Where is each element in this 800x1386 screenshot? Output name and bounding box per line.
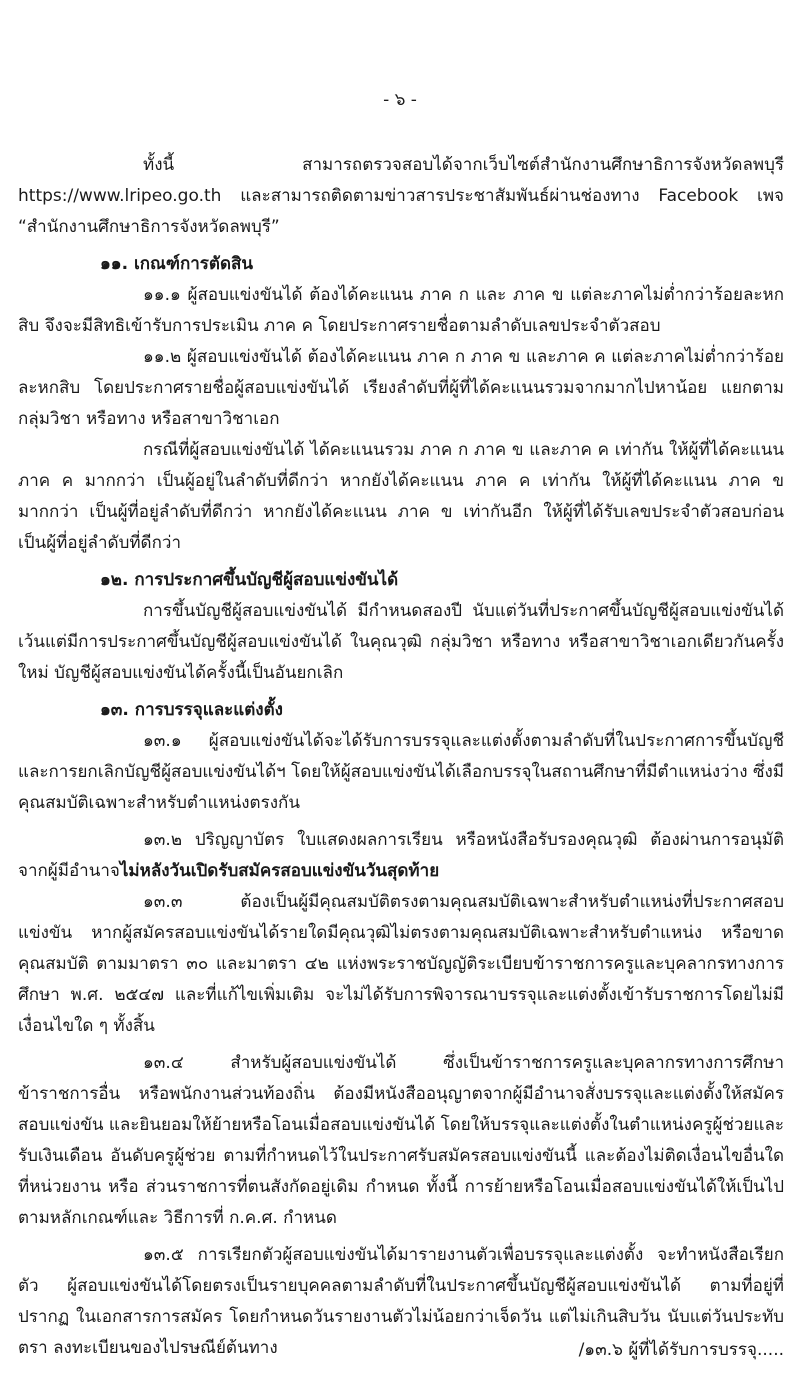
section-13-3: ๑๓.๓ ต้องเป็นผู้มีคุณสมบัติตรงตามคุณสมบัติเฉพาะสำหรับตำแหน่งที่ประกาศสอบแข่งขัน หากผู้สมัครสอบแข่งขันได้รายใดมีคุณวุฒิไม่ตรงตามคุณสมบัติเฉพาะสำหรับตำแหน่ง หรือขาดคุณสมบัติ ตามมาตรา ๓๐ และมาตรา ๔๒ แห่งพระราชบัญญัติระเบียบข้าราชการครูและบุคลากรทางการศึกษา พ.ศ. ๒๕๔๗ และที่แก้ไขเพิ่มเติม จะไม่ได้รับการพิจารณาบรรจุและแต่งตั้งเข้ารับราชการโดยไม่มีเงื่อนไขใด ๆ ทั้งสิ้น (18, 892, 784, 1036)
section-11-1: ๑๑.๑ ผู้สอบแข่งขันได้ ต้องได้คะแนน ภาค ก และ ภาค ข แต่ละภาคไม่ต่ำกว่าร้อยละหกสิบ จึงจะมีสิทธิเข้ารับการประเมิน ภาค ค โดยประกาศรายชื่อตามลำดับเลขประจำตัวสอบ (18, 285, 784, 336)
continuation-footer: /๑๓.๖ ผู้ที่ได้รับการบรรจุ..... (578, 1340, 784, 1360)
section-13-1: ๑๓.๑ ผู้สอบแข่งขันได้จะได้รับการบรรจุและแต่งตั้งตามลำดับที่ในประกาศการขึ้นบัญชี และการยกเลิกบัญชีผู้สอบแข่งขันได้ฯ โดยให้ผู้สอบแข่งขันได้เลือกบรรจุในสถานศึกษาที่มีตำแหน่งว่าง ซึ่งมีคุณสมบัติเฉพาะสำหรับตำแหน่งตรงกัน (18, 731, 785, 813)
section-13-2-text: ๑๓.๒ ปริญญาบัตร ใบแสดงผลการเรียน หรือหนังสือรับรองคุณวุฒิ ต้องผ่านการอนุมัติ จากผู้มีอำนาจ (18, 830, 784, 881)
section-13-5: ๑๓.๕ การเรียกตัวผู้สอบแข่งขันได้มารายงานตัวเพื่อบรรจุและแต่งตั้ง จะทำหนังสือเรียกตัว ผู้สอบแข่งขันได้โดยตรงเป็นรายบุคคลตามลำดับที่ในประกาศขึ้นบัญชีผู้สอบแข่งขันได้ ตามที่อยู่ที่ปรากฏ ในเอกสารการสมัคร โดยกำหนดวันรายงานตัวไม่น้อยกว่าเจ็ดวัน แต่ไม่เกินสิบวัน นับแต่วันประทับตรา ลงทะเบียนของไปรษณีย์ต้นทาง (18, 1245, 784, 1358)
section-13-4: ๑๓.๔ สำหรับผู้สอบแข่งขันได้ ซึ่งเป็นข้าราชการครูและบุคลากรทางการศึกษา ข้าราชการอื่น หรือพนักงานส่วนท้องถิ่น ต้องมีหนังสืออนุญาตจากผู้มีอำนาจสั่งบรรจุและแต่งตั้งให้สมัครสอบแข่งขัน และยินยอมให้ย้ายหรือโอนเมื่อสอบแข่งขันได้ โดยให้บรรจุและแต่งตั้งในตำแหน่งครูผู้ช่วยและรับเงินเดือน อันดับครูผู้ช่วย ตามที่กำหนดไว้ในประกาศรับสมัครสอบแข่งขันนี้ และต้องไม่ติดเงื่อนไขอื่นใดที่หน่วยงาน หรือ ส่วนราชการที่ตนสังกัดอยู่เดิม กำหนด ทั้งนี้ การย้ายหรือโอนเมื่อสอบแข่งขันได้ให้เป็นไปตามหลักเกณฑ์และ วิธีการที่ ก.ค.ศ. กำหนด (18, 1053, 784, 1228)
section-13-2 (18, 825, 784, 887)
section-12-text: การขึ้นบัญชีผู้สอบแข่งขันได้ มีกำหนดสองปี นับแต่วันที่ประกาศขึ้นบัญชีผู้สอบแข่งขันได้ เว้นแต่มีการประกาศขึ้นบัญชีผู้สอบแข่งขันได้ ในคุณวุฒิ กลุ่มวิชา หรือทาง หรือสาขาวิชาเอกเดียวกันครั้งใหม่ บัญชีผู้สอบแข่งขันได้ครั้งนี้เป็นอันยกเลิก (18, 601, 784, 683)
document-body (18, 150, 784, 1364)
section-11-2: ๑๑.๒ ผู้สอบแข่งขันได้ ต้องได้คะแนน ภาค ก ภาค ข และภาค ค แต่ละภาคไม่ต่ำกว่าร้อยละหกสิบ โดยประกาศรายชื่อผู้สอบแข่งขันได้ เรียงลำดับที่ผู้ที่ได้คะแนนรวมจากมากไปหาน้อย แยกตามกลุ่มวิชา หรือทาง หรือสาขาวิชาเอก (18, 347, 784, 429)
section-11-heading: ๑๑. เกณฑ์การตัดสิน (100, 254, 253, 274)
section-13-heading: ๑๓. การบรรจุและแต่งตั้ง (100, 700, 283, 720)
section-12-heading: ๑๒. การประกาศขึ้นบัญชีผู้สอบแข่งขันได้ (100, 570, 399, 590)
section-13-2-bold: ไม่หลังวันเปิดรับสมัครสอบแข่งขันวันสุดท้าย (119, 861, 440, 881)
page-number: - ๖ - (383, 90, 417, 110)
intro-paragraph: ทั้งนี้ สามารถตรวจสอบได้จากเว็บไซต์สำนักงานศึกษาธิการจังหวัดลพบุรี https://www.lripeo.go.th และสามารถติดตามข่าวสารประชาสัมพันธ์ผ่านช่องทาง Facebook เพจ “สำนักงานศึกษาธิการจังหวัดลพบุรี” (18, 155, 784, 237)
section-11-tie-rule: กรณีที่ผู้สอบแข่งขันได้ ได้คะแนนรวม ภาค ก ภาค ข และภาค ค เท่ากัน ให้ผู้ที่ได้คะแนน ภาค ค มากกว่า เป็นผู้อยู่ในลำดับที่ดีกว่า หากยังได้คะแนน ภาค ค เท่ากัน ให้ผู้ที่ได้คะแนน ภาค ข มากกว่า เป็นผู้ที่อยู่ลำดับที่ดีกว่า หากยังได้คะแนน ภาค ข เท่ากันอีก ให้ผู้ที่ได้รับเลขประจำตัวสอบก่อน เป็นผู้ที่อยู่ลำดับที่ดีกว่า (18, 440, 784, 553)
